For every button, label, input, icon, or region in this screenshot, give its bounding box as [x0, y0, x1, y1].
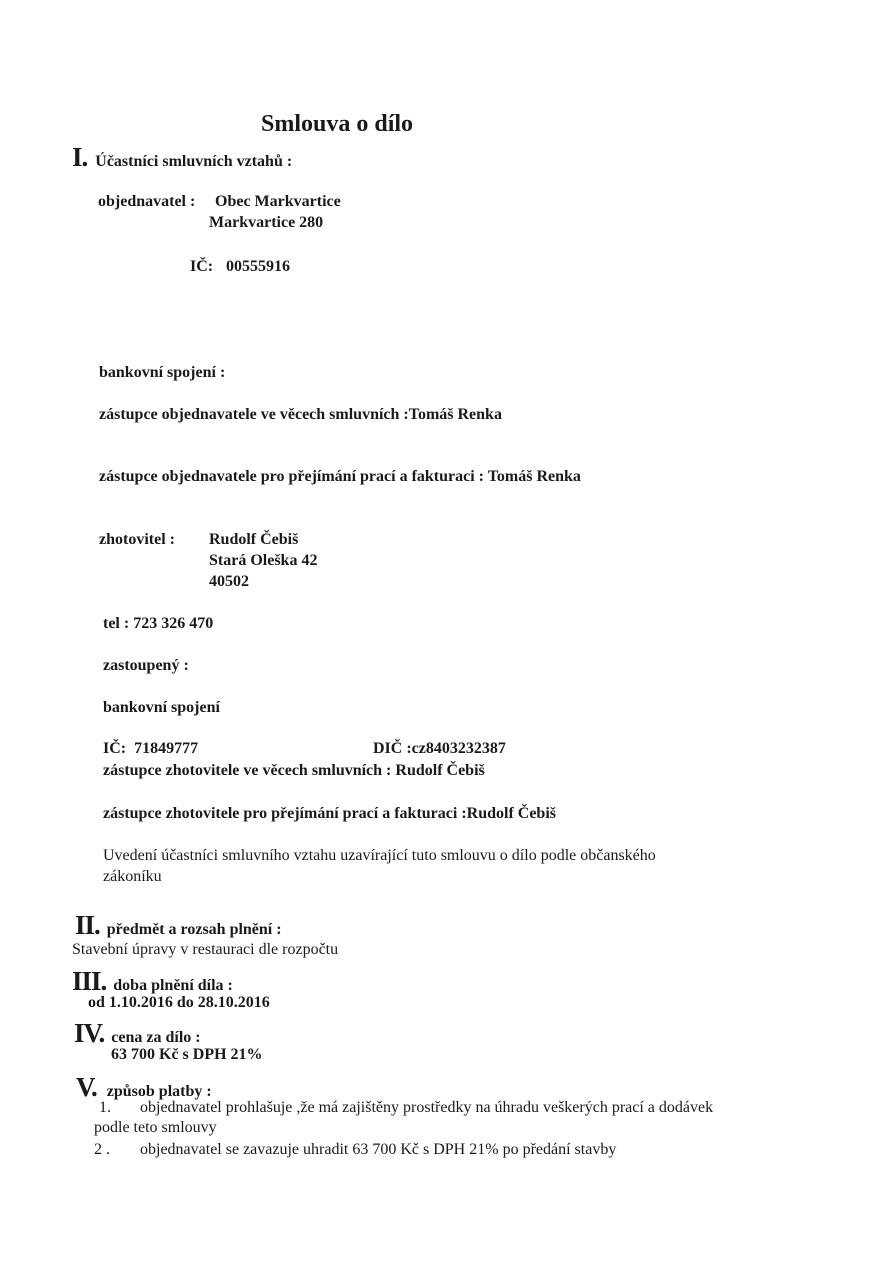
- zhotovitel-rep-invoice: [103, 805, 556, 823]
- section-2-text: Stavební úpravy v restauraci dle rozpočtu: [72, 941, 339, 958]
- dic-label: DIČ :: [373, 740, 412, 757]
- zhotovitel-zip: 40502: [209, 573, 249, 590]
- rep-contract-value: Tomáš Renka: [408, 406, 502, 423]
- z-rep-invoice-value: Rudolf Čebiš: [466, 805, 556, 822]
- section-3-numeral: III.: [72, 966, 107, 996]
- rep-invoice-label: zástupce objednavatele pro přejímání prací a fakturaci :: [99, 468, 484, 485]
- zhotovitel-tel: [103, 615, 213, 633]
- zastoupeny-label: zastoupený :: [103, 657, 189, 674]
- objednatel-ic-label: IČ:: [190, 258, 214, 275]
- zhotovitel-ic: [103, 740, 198, 758]
- objednatel-bank-label: bankovní spojení :: [99, 364, 226, 381]
- zhotovitel-name: Rudolf Čebiš: [209, 531, 299, 548]
- section-3-text: od 1.10.2016 do 28.10.2016: [88, 994, 270, 1011]
- objednatel-ic-value: 00555916: [226, 258, 290, 275]
- objednatel-name: Obec Markvartice: [215, 193, 341, 210]
- tel-value: 723 326 470: [133, 615, 214, 632]
- objednatel-label: objednavatel :: [98, 193, 196, 210]
- section-4-numeral: IV.: [74, 1018, 105, 1048]
- section-1-heading: Účastníci smluvních vztahů :: [95, 153, 293, 170]
- section-1-header: [72, 142, 292, 173]
- z-rep-contract-value: Rudolf Čebiš: [395, 762, 485, 779]
- tel-label: tel :: [103, 615, 130, 632]
- zhotovitel-bank-label: bankovní spojení: [103, 699, 220, 716]
- ic2-label: IČ:: [103, 740, 127, 757]
- section-2-numeral: II.: [75, 910, 100, 940]
- ic2-value: 71849777: [134, 740, 199, 757]
- section-4-text: 63 700 Kč s DPH 21%: [111, 1046, 263, 1063]
- section-3-heading: doba plnění díla :: [113, 977, 233, 994]
- z-rep-invoice-label: zástupce zhotovitele pro přejímání prací a fakturaci :: [103, 805, 467, 822]
- rep-invoice-value: Tomáš Renka: [487, 468, 581, 485]
- document-title: Smlouva o dílo: [261, 111, 414, 137]
- statement-line-2: zákoníku: [103, 868, 162, 885]
- section-4-heading: cena za dílo :: [111, 1029, 201, 1046]
- zhotovitel-dic: [373, 740, 506, 758]
- section-5-numeral: V.: [76, 1072, 97, 1102]
- section-5-heading: způsob platby :: [106, 1083, 212, 1100]
- zhotovitel-label: zhotovitel :: [99, 531, 175, 548]
- payment-item-2-number: 2 .: [94, 1141, 110, 1158]
- section-2-header: [75, 910, 282, 941]
- dic-value: cz8403232387: [411, 740, 506, 757]
- z-rep-contract-label: zástupce zhotovitele ve věcech smluvních :: [103, 762, 392, 779]
- section-2-heading: předmět a rozsah plnění :: [106, 921, 282, 938]
- payment-item-1-line-2: podle teto smlouvy: [94, 1119, 217, 1136]
- objednatel-address: Markvartice 280: [209, 214, 324, 231]
- payment-item-2-line-1: objednavatel se zavazuje uhradit 63 700 Kč s DPH 21% po předání stavby: [140, 1141, 617, 1158]
- section-4-header: [74, 1018, 201, 1049]
- section-3-header: [72, 966, 233, 997]
- objednatel-rep-invoice: [99, 468, 581, 486]
- statement-line-1: Uvedení účastníci smluvního vztahu uzavírající tuto smlouvu o dílo podle občanského: [103, 847, 656, 864]
- payment-item-1-line-1: objednavatel prohlašuje ,že má zajištěny prostředky na úhradu veškerých prací a dodávek: [140, 1099, 714, 1116]
- section-1-numeral: I.: [72, 142, 88, 172]
- zhotovitel-street: Stará Oleška 42: [209, 552, 318, 569]
- payment-item-1-number: 1.: [99, 1099, 111, 1116]
- rep-contract-label: zástupce objednavatele ve věcech smluvních :: [99, 406, 409, 423]
- objednatel-rep-contract: [99, 406, 502, 424]
- zhotovitel-rep-contract: [103, 762, 485, 780]
